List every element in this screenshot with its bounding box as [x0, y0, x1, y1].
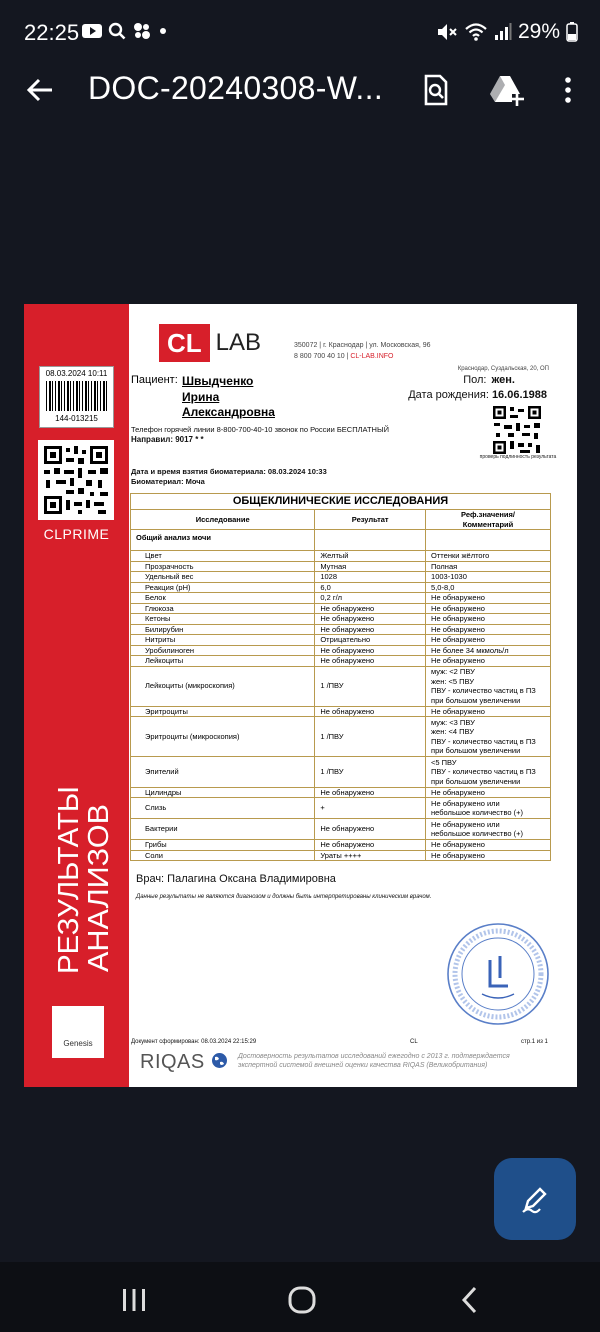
- referral: Направил: 9017 * *: [131, 435, 204, 444]
- cell-result: 1028: [315, 572, 426, 583]
- reference-line: ПВУ - количество частиц в ПЗ: [431, 686, 536, 695]
- cell-test: Билирубин: [131, 624, 315, 635]
- logo-lab: LAB: [215, 329, 262, 356]
- sex-label: Пол:: [463, 374, 487, 386]
- reference-line: Не обнаружено: [431, 614, 485, 623]
- recents-button[interactable]: [114, 1282, 154, 1318]
- more-vert-icon[interactable]: [550, 72, 586, 108]
- riqas-label: RIQAS: [140, 1051, 205, 1073]
- reference-line: Полная: [431, 561, 458, 571]
- reference-line: Не обнаружено: [431, 624, 485, 634]
- battery-percent: 29%: [517, 20, 560, 43]
- cell-result: Отрицательно: [315, 635, 426, 646]
- hotline: Телефон горячей линии 8-800-700-40-10 звонок по России БЕСПЛАТНЫЙ: [131, 425, 389, 434]
- address-site: CL-LAB.INFO: [350, 353, 394, 360]
- document-title: DOC-20240308-W...: [88, 70, 384, 106]
- dot-icon: [158, 26, 168, 36]
- biomaterial: Биоматериал: Моча: [131, 477, 205, 486]
- reference-line: ПВУ - количество частиц в ПЗ: [431, 767, 536, 776]
- reference-line: Не обнаружено: [431, 635, 485, 644]
- cell-reference: [426, 840, 551, 851]
- youtube-icon: [82, 23, 102, 39]
- reference-line: ПВУ - количество частиц в ПЗ: [431, 736, 536, 746]
- logo-cl: CL: [159, 324, 210, 362]
- cell-test: Эритроциты (микроскопия): [131, 717, 315, 757]
- cell-reference: [426, 819, 551, 840]
- patient-dob: [408, 389, 547, 401]
- lab-stamp: [444, 920, 552, 1028]
- reference-line: 5,0-8,0: [431, 582, 455, 592]
- cell-result: Не обнаружено: [315, 645, 426, 656]
- reference-line: жен: <5 ПВУ: [431, 676, 475, 686]
- cell-test: Лейкоциты (микроскопия): [131, 666, 315, 706]
- reference-line: Оттенки жёлтого: [431, 551, 490, 560]
- col-ref-header-1: Реф.значения/: [461, 510, 516, 519]
- cell-test: Лейкоциты: [131, 656, 315, 667]
- cell-test: Нитриты: [131, 635, 315, 646]
- back-button[interactable]: [450, 1282, 490, 1318]
- cell-result: Не обнаружено: [315, 787, 426, 798]
- cell-test: Уробилиноген: [131, 645, 315, 656]
- cell-reference: [426, 582, 551, 593]
- page-number: стр.1 из 1: [521, 1039, 548, 1045]
- cell-result: 1 /ПВУ: [315, 717, 426, 757]
- sex-value: жен.: [491, 374, 515, 386]
- cell-result: Ураты ++++: [315, 850, 426, 861]
- reference-line: <5 ПВУ: [431, 757, 457, 767]
- cell-test: Удельный вес: [131, 572, 315, 583]
- cell-result: Не обнаружено: [315, 656, 426, 667]
- dob-value: 16.06.1988: [491, 389, 547, 401]
- status-left-icons: [82, 22, 168, 40]
- table-row: [131, 798, 551, 819]
- cell-reference: [426, 572, 551, 583]
- reference-line: небольшое количество (+): [431, 829, 524, 838]
- vertical-title: [42, 784, 112, 974]
- address-line1: 350072 | г. Краснодар | ул. Московская, 96: [294, 342, 431, 349]
- cell-test: Грибы: [131, 840, 315, 851]
- formed-date: Документ сформирован: 08.03.2024 22:15:29: [131, 1039, 257, 1045]
- table-row: [131, 706, 551, 717]
- cell-test: Глюкоза: [131, 603, 315, 614]
- qr-code-left: [38, 440, 114, 520]
- cell-reference: [426, 798, 551, 819]
- reference-line: Не обнаружено: [431, 656, 485, 665]
- table-row: [131, 572, 551, 583]
- cell-result: 0,2 г/л: [315, 593, 426, 604]
- back-icon: [458, 1285, 482, 1315]
- cell-test: Бактерии: [131, 819, 315, 840]
- table-row: [131, 850, 551, 861]
- signal-icon: [494, 22, 512, 42]
- results-table: [130, 493, 551, 861]
- reference-line: муж: <2 ПВУ: [431, 667, 475, 676]
- qr-code-right: [492, 405, 542, 455]
- cell-result: Не обнаружено: [315, 624, 426, 635]
- reference-line: Не обнаружено: [431, 840, 485, 849]
- doctor: Врач: Палагина Оксана Владимировна: [136, 873, 336, 885]
- reference-line: Не обнаружено или: [431, 819, 500, 829]
- red-sidebar: [24, 304, 129, 1087]
- cell-test: Кетоны: [131, 614, 315, 625]
- table-row: [131, 635, 551, 646]
- status-right: [436, 20, 578, 44]
- reference-line: 1003-1030: [431, 572, 467, 581]
- cell-result: Не обнаружено: [315, 840, 426, 851]
- disclaimer: Данные результаты не являются диагнозом и должны быть интерпретированы клиническим врачом.: [136, 894, 432, 900]
- mute-icon: [436, 22, 458, 42]
- biomaterial-date: Дата и время взятия биоматериала: 08.03.2024 10:33: [131, 467, 327, 476]
- battery-icon: [566, 22, 578, 42]
- app-bar: [0, 58, 600, 122]
- riqas-text: Достоверность результатов исследований ежегодно с 2013 г. подтверждается экспертной системой внешней оценки качества RIQAS (Великобритания): [238, 1053, 510, 1069]
- globe-icon: [211, 1052, 228, 1069]
- reference-line: муж: <3 ПВУ: [431, 717, 475, 727]
- cell-result: 1 /ПВУ: [315, 757, 426, 788]
- cell-reference: [426, 635, 551, 646]
- patient-surname: Швыдченко: [182, 374, 254, 388]
- reference-line: при большом увеличении: [431, 776, 521, 786]
- col-result-header: Результат: [315, 510, 426, 530]
- barcode: [46, 381, 107, 411]
- cell-test: Белок: [131, 593, 315, 604]
- cell-reference: [426, 551, 551, 562]
- col-test-header: Исследование: [131, 510, 315, 530]
- cell-reference: [426, 706, 551, 717]
- table-row: [131, 603, 551, 614]
- reference-line: Не более 34 мкмоль/л: [431, 645, 509, 655]
- cell-reference: [426, 850, 551, 861]
- cell-test: Цилиндры: [131, 787, 315, 798]
- reference-line: жен: <4 ПВУ: [431, 727, 475, 736]
- cell-test: Эритроциты: [131, 706, 315, 717]
- status-time: 22:25: [24, 20, 80, 45]
- status-bar: [0, 0, 600, 66]
- back-arrow-icon[interactable]: [22, 72, 58, 108]
- reference-line: Не обнаружено: [431, 787, 485, 797]
- cell-test: Эпителий: [131, 757, 315, 788]
- patient-patronymic: Александровна: [182, 405, 275, 419]
- document-page[interactable]: [24, 304, 577, 1087]
- table-row: [131, 645, 551, 656]
- recents-icon: [120, 1287, 148, 1313]
- vertical-title-line1: РЕЗУЛЬТАТЫ: [53, 788, 85, 974]
- cell-result: Не обнаружено: [315, 819, 426, 840]
- edit-pen-icon: [518, 1182, 552, 1216]
- table-row: [131, 819, 551, 840]
- cell-test: Слизь: [131, 798, 315, 819]
- cell-reference: [426, 624, 551, 635]
- cl-lab-logo: [159, 322, 274, 364]
- clprime-label: CLPRIME: [43, 526, 110, 542]
- reference-line: Не обнаружено: [431, 706, 485, 716]
- apps-icon: [132, 22, 152, 40]
- cell-result: Не обнаружено: [315, 603, 426, 614]
- search-document-icon[interactable]: [418, 72, 454, 108]
- col-ref-header: [426, 510, 551, 530]
- riqas-logo: [140, 1051, 228, 1074]
- navigation-bar: [0, 1262, 600, 1332]
- cell-result: Не обнаружено: [315, 706, 426, 717]
- reference-line: Не обнаружено: [431, 603, 485, 613]
- sample-code: 144-013215: [55, 414, 98, 423]
- cell-reference: [426, 603, 551, 614]
- genesis-logo: Genesis: [52, 1006, 104, 1058]
- table-title: ОБЩЕКЛИНИЧЕСКИЕ ИССЛЕДОВАНИЯ: [131, 494, 551, 510]
- patient-first-name: Ирина: [182, 389, 220, 404]
- reference-line: при большом увеличении: [431, 746, 521, 755]
- search-icon: [108, 22, 126, 40]
- cell-reference: [426, 593, 551, 604]
- branch-address: Краснодар, Суздальская, 20, ОП: [457, 366, 549, 372]
- reference-line: при большом увеличении: [431, 695, 521, 705]
- cell-result: 6,0: [315, 582, 426, 593]
- reference-line: Не обнаружено или: [431, 798, 500, 808]
- edit-fab[interactable]: [494, 1158, 576, 1240]
- section-title: Общий анализ мочи: [131, 530, 315, 545]
- table-row: [131, 787, 551, 798]
- wifi-icon: [464, 22, 488, 42]
- reference-line: Не обнаружено: [431, 850, 485, 860]
- reference-line: небольшое количество (+): [431, 808, 524, 817]
- table-row: [131, 551, 551, 562]
- dob-label: Дата рождения:: [408, 389, 489, 401]
- cell-test: Соли: [131, 850, 315, 861]
- cell-result: +: [315, 798, 426, 819]
- drive-add-icon[interactable]: [488, 72, 524, 108]
- table-row: [131, 561, 551, 572]
- patient-label: Пациент:: [131, 374, 178, 386]
- cell-result: 1 /ПВУ: [315, 666, 426, 706]
- table-row: [131, 666, 551, 706]
- cell-reference: [426, 787, 551, 798]
- home-button[interactable]: [282, 1282, 322, 1318]
- table-row: [131, 593, 551, 604]
- address-phone: 8 800 700 40 10 |: [294, 353, 349, 360]
- barcode-label: [39, 366, 114, 428]
- cell-reference: [426, 666, 551, 706]
- vertical-title-line2: АНАЛИЗОВ: [83, 812, 112, 972]
- table-row: [131, 582, 551, 593]
- cell-reference: [426, 645, 551, 656]
- cell-test: Реакция (pH): [131, 582, 315, 593]
- qr-caption: проверь подлинность результата: [479, 454, 557, 460]
- table-row: [131, 614, 551, 625]
- cell-reference: [426, 614, 551, 625]
- cell-reference: [426, 656, 551, 667]
- formed-code: CL: [410, 1039, 418, 1045]
- cell-test: Цвет: [131, 551, 315, 562]
- patient-sex: [463, 374, 515, 386]
- cell-reference: [426, 561, 551, 572]
- table-row: [131, 656, 551, 667]
- cell-result: Мутная: [315, 561, 426, 572]
- sample-date: 08.03.2024 10:11: [45, 369, 108, 378]
- col-ref-header-2: Комментарий: [462, 519, 514, 529]
- table-row: [131, 717, 551, 757]
- cell-result: Не обнаружено: [315, 614, 426, 625]
- patient-name: [182, 374, 275, 421]
- table-row: [131, 624, 551, 635]
- table-row: [131, 840, 551, 851]
- home-icon: [287, 1285, 317, 1315]
- cell-test: Прозрачность: [131, 561, 315, 572]
- table-row: [131, 757, 551, 788]
- cell-reference: [426, 757, 551, 788]
- cell-reference: [426, 717, 551, 757]
- lab-address: [294, 340, 431, 362]
- cell-result: Желтый: [315, 551, 426, 562]
- reference-line: Не обнаружено: [431, 593, 485, 602]
